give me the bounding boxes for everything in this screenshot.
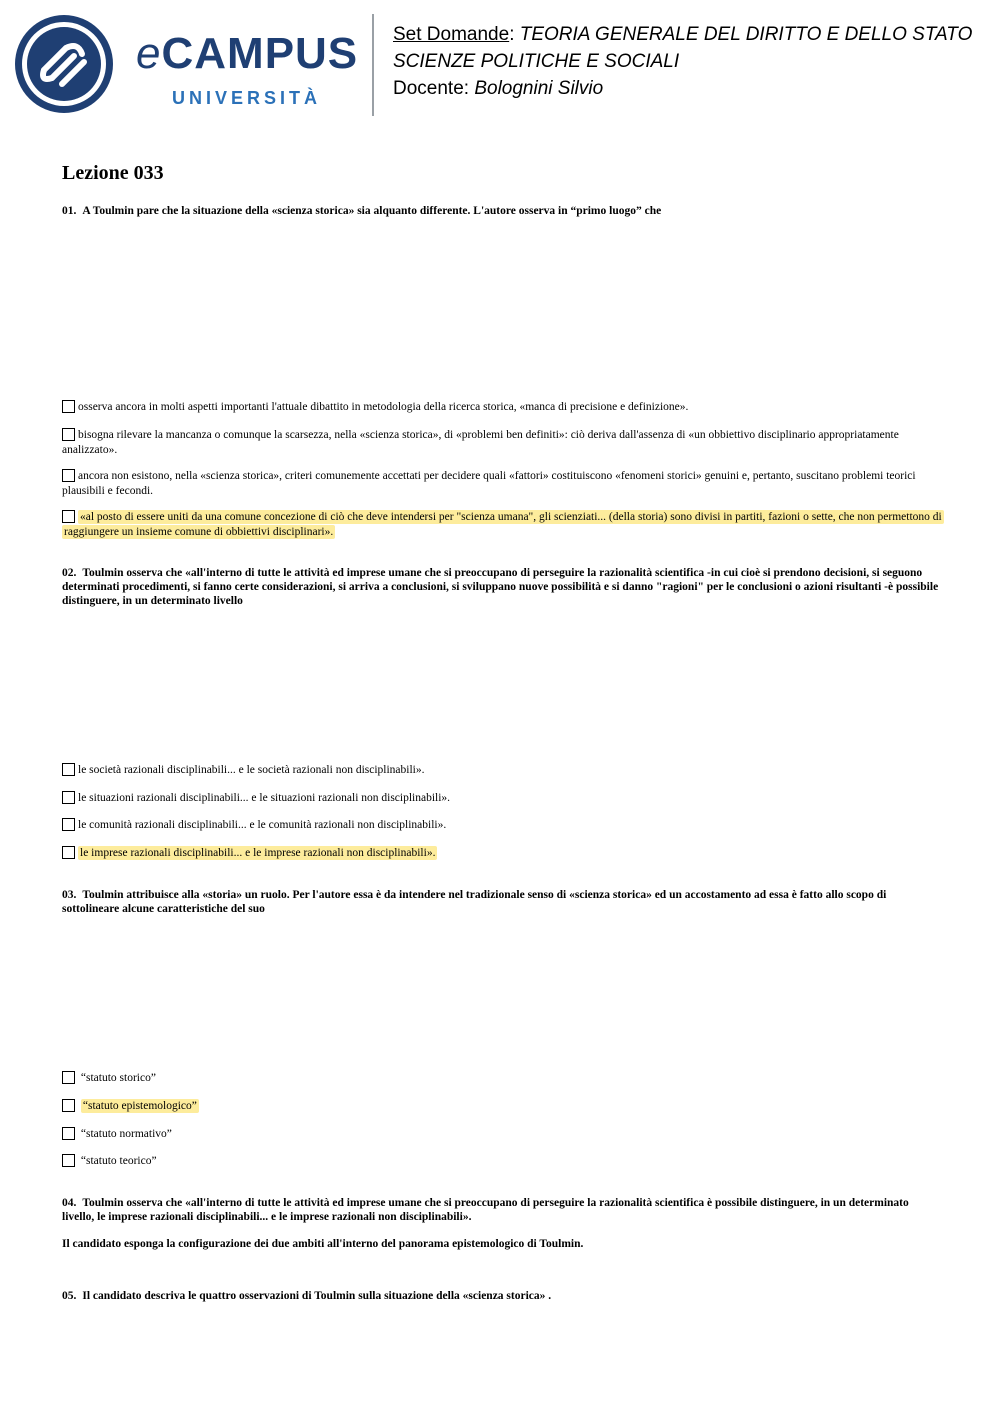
lesson-title: Lezione 033 xyxy=(62,162,164,184)
option-03-c[interactable] xyxy=(62,1127,942,1142)
checkbox[interactable] xyxy=(62,1071,75,1084)
option-02-c[interactable] xyxy=(62,818,942,833)
question-01 xyxy=(62,204,942,218)
option-02-d[interactable] xyxy=(62,846,942,861)
question-05 xyxy=(62,1289,942,1303)
question-text: A Toulmin pare che la situazione della «scienza storica» sia alquanto differente. L'autore osserva in “primo luogo” che xyxy=(82,205,662,217)
option-03-a[interactable] xyxy=(62,1071,942,1086)
checkbox[interactable] xyxy=(62,763,75,776)
question-04-prompt: Il candidato esponga la configurazione dei due ambiti all'interno del panorama epistemologico di Toulmin. xyxy=(62,1238,584,1250)
header-divider xyxy=(372,14,374,116)
checkbox[interactable] xyxy=(62,791,75,804)
checkbox[interactable] xyxy=(62,428,75,441)
header-teacher xyxy=(393,79,603,98)
checkbox[interactable] xyxy=(62,818,75,831)
option-text: ancora non esistono, nella «scienza storica», criteri comunemente accettati per decidere quali «fattori» costituiscono «fenomeni storici» genuini e, pertanto, suscitano problemi teorici plausibili e fecondi. xyxy=(62,470,916,497)
option-text: le comunità razionali disciplinabili... e le comunità razionali non disciplinabili». xyxy=(78,819,447,831)
question-text: Il candidato descriva le quattro osservazioni di Toulmin sulla situazione della «scienza storica» . xyxy=(82,1290,552,1302)
checkbox[interactable] xyxy=(62,400,75,413)
set-label: Set Domande xyxy=(393,24,510,45)
question-number: 02. xyxy=(62,567,77,579)
option-03-d[interactable] xyxy=(62,1154,942,1169)
option-text-highlighted: «al posto di essere uniti da una comune concezione di ciò che deve intendersi per "scienza umana", gli scienziati... (della storia) sono divisi in partiti, fazioni o sette, che non permettono di raggiungere un insieme comune di obbiettivi disciplinari». xyxy=(64,511,942,538)
question-text: Toulmin attribuisce alla «storia» un ruolo. Per l'autore essa è da intendere nel tradizionale senso di «scienza storica» ed un accostamento ad essa è fatto allo scopo di sottolineare alcune caratteristiche del suo xyxy=(62,889,887,915)
logo-wordmark: eCAMPUS xyxy=(136,29,359,78)
question-number: 01. xyxy=(62,205,77,217)
checkbox[interactable] xyxy=(62,469,75,482)
question-03 xyxy=(62,888,942,916)
teacher-label: Docente: xyxy=(393,78,470,99)
option-text: “statuto storico” xyxy=(80,1072,156,1084)
course-title: TEORIA GENERALE DEL DIRITTO E DELLO STATO xyxy=(519,24,973,45)
option-02-b[interactable] xyxy=(62,791,942,806)
question-02 xyxy=(62,566,942,608)
logo-subtitle: UNIVERSITÀ xyxy=(172,88,322,108)
option-01-c[interactable] xyxy=(62,469,942,499)
checkbox[interactable] xyxy=(62,1154,75,1167)
checkbox[interactable] xyxy=(62,846,75,859)
header-course-line1: Set Domande: TEORIA GENERALE DEL DIRITTO E DELLO STATO xyxy=(393,24,973,45)
question-04 xyxy=(62,1196,942,1224)
option-text: “statuto teorico” xyxy=(80,1155,157,1167)
option-text: le società razionali disciplinabili... e le società razionali non disciplinabili». xyxy=(78,764,425,776)
option-02-a[interactable] xyxy=(62,763,942,778)
option-text-highlighted: “statuto epistemologico” xyxy=(82,1100,197,1112)
ecampus-logo xyxy=(14,14,359,114)
option-03-b[interactable] xyxy=(62,1099,942,1114)
option-text-highlighted: le imprese razionali disciplinabili... e le imprese razionali non disciplinabili». xyxy=(80,847,436,859)
question-number: 04. xyxy=(62,1197,77,1209)
option-text: “statuto normativo” xyxy=(80,1128,172,1140)
option-text: bisogna rilevare la mancanza o comunque la scarsezza, nella «scienza storica», di «problemi ben definiti»: ciò deriva dall'assenza di «un obbiettivo disciplinario appropriatamente analizzato». xyxy=(62,429,899,456)
checkbox[interactable] xyxy=(62,510,75,523)
option-01-d[interactable] xyxy=(62,510,942,540)
question-number: 05. xyxy=(62,1290,77,1302)
question-text: Toulmin osserva che «all'interno di tutte le attività ed imprese umane che si preoccupano di perseguire la razionalità scientifica è possibile distinguere, in un determinato livello, le imprese razionali disciplinabili... e le imprese razionali non disciplinabili». xyxy=(62,1197,909,1223)
option-text: le situazioni razionali disciplinabili... e le situazioni razionali non disciplinabili». xyxy=(78,792,451,804)
header-course-line2: SCIENZE POLITICHE E SOCIALI xyxy=(393,51,680,72)
university-seal-icon xyxy=(14,14,114,114)
question-text: Toulmin osserva che «all'interno di tutte le attività ed imprese umane che si preoccupano di perseguire la razionalità scientifica -in cui cioè si prendono decisioni, si seguono determinati procedimenti, si fanno certe considerazioni, si arriva a conclusioni, si sviluppano nuove possibilità e si danno "ragioni" per le conclusioni o azioni risultanti -è possibile distinguere, in un determinato livello xyxy=(62,567,939,607)
question-number: 03. xyxy=(62,889,77,901)
checkbox[interactable] xyxy=(62,1099,75,1112)
option-text: osserva ancora in molti aspetti importanti l'attuale dibattito in metodologia della ricerca storica, «manca di precisione e definizione». xyxy=(78,401,689,413)
option-01-b[interactable] xyxy=(62,428,942,458)
teacher-name: Bolognini Silvio xyxy=(474,78,604,99)
checkbox[interactable] xyxy=(62,1127,75,1140)
option-01-a[interactable] xyxy=(62,400,942,415)
